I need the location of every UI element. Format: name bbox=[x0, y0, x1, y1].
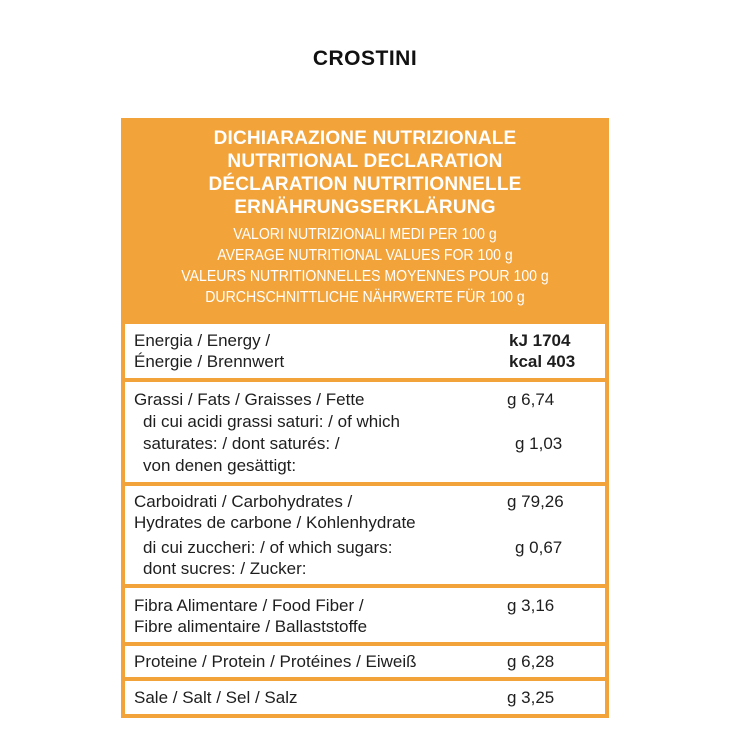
declaration-title-de: ERNÄHRUNGSERKLÄRUNG bbox=[234, 197, 496, 218]
fiber-label-line-1: Fibra Alimentare / Food Fiber / bbox=[134, 596, 364, 615]
row-energy bbox=[125, 324, 605, 378]
protein-value: g 6,28 bbox=[507, 652, 555, 671]
subtitle-fr: VALEURS NUTRITIONNELLES MOYENNES POUR 100 g bbox=[181, 268, 549, 285]
declaration-title-it: DICHIARAZIONE NUTRIZIONALE bbox=[213, 128, 517, 149]
fiber-label-line-2: Fibre alimentaire / Ballaststoffe bbox=[134, 617, 368, 636]
fiber-value: g 3,16 bbox=[507, 596, 555, 615]
energy-label-line-2: Énergie / Brennwert bbox=[134, 352, 285, 371]
saturates-label-line-2: saturates: / dont saturés: / bbox=[143, 434, 340, 453]
declaration-titles bbox=[121, 118, 609, 219]
saturates-label-line-3: von denen gesättigt: bbox=[143, 456, 297, 475]
energy-value-kj: kJ 1704 bbox=[509, 331, 571, 350]
sugars-value: g 0,67 bbox=[515, 538, 563, 557]
fats-label: Grassi / Fats / Graisses / Fette bbox=[134, 390, 365, 409]
carbohydrates-label-line-2: Hydrates de carbone / Kohlenhydrate bbox=[134, 513, 416, 532]
energy-label-line-1: Energia / Energy / bbox=[134, 331, 271, 350]
salt-value: g 3,25 bbox=[507, 688, 555, 707]
subtitle-en: AVERAGE NUTRITIONAL VALUES FOR 100 g bbox=[217, 247, 513, 264]
carbohydrates-label-line-1: Carboidrati / Carbohydrates / bbox=[134, 492, 353, 511]
average-values-subtitles bbox=[150, 224, 579, 308]
sugars-label-line-2: dont sucres: / Zucker: bbox=[143, 559, 307, 578]
row-carbohydrates bbox=[125, 486, 605, 584]
declaration-title-fr: DÉCLARATION NUTRITIONNELLE bbox=[208, 174, 522, 195]
row-protein bbox=[125, 646, 605, 677]
subtitle-it: VALORI NUTRIZIONALI MEDI PER 100 g bbox=[233, 226, 497, 243]
salt-label: Sale / Salt / Sel / Salz bbox=[134, 688, 298, 707]
row-fiber bbox=[125, 588, 605, 642]
table-header bbox=[121, 118, 609, 324]
sugars-label-line-1: di cui zuccheri: / of which sugars: bbox=[143, 538, 393, 557]
declaration-title-en: NUTRITIONAL DECLARATION bbox=[227, 151, 503, 172]
product-title: CROSTINI bbox=[312, 47, 418, 70]
row-salt bbox=[125, 681, 605, 714]
nutrition-table bbox=[121, 118, 609, 718]
subtitle-de: DURCHSCHNITTLICHE NÄHRWERTE FÜR 100 g bbox=[205, 289, 525, 306]
protein-label: Proteine / Protein / Protéines / Eiweiß bbox=[134, 652, 417, 671]
energy-value-kcal: kcal 403 bbox=[509, 352, 576, 371]
saturates-label-line-1: di cui acidi grassi saturi: / of which bbox=[143, 412, 400, 431]
fats-value: g 6,74 bbox=[507, 390, 555, 409]
row-fats bbox=[125, 382, 605, 482]
carbohydrates-value: g 79,26 bbox=[507, 492, 564, 511]
saturates-value: g 1,03 bbox=[515, 434, 563, 453]
